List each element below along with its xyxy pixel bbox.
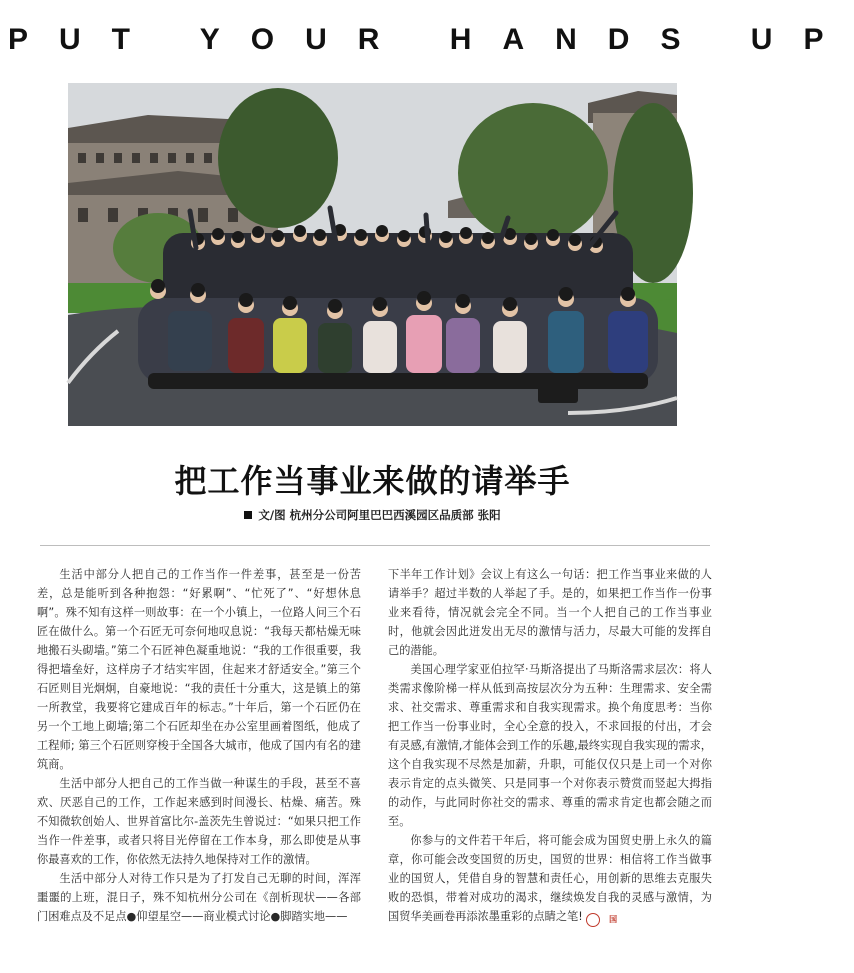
- article-title: 把工作当事业来做的请举手: [174, 462, 571, 500]
- paragraph: 生活中部分人把自己的工作当做一种谋生的手段，甚至不喜欢、厌恶自己的工作，工作起来感到时间漫长、枯燥、痛苦。殊不知微软创始人、世界首富比尔-盖茨先生曾说过：“如果只把工作当作一件差事，或者只将目光停留在工作本身，那么即使是从事你最喜欢的工作，你依然无法持久地保持对工作的激情。: [37, 777, 361, 866]
- paragraph: 美国心理学家亚伯拉罕·马斯洛提出了马斯洛需求层次：将人类需求像阶梯一样从低到高按层次分为五种：生理需求、安全需求、社交需求、尊重需求和自我实现需求。换个角度思考：当你把工作当一份事业时，全心全意的投入，不求回报的付出，才会有灵感,有激情,才能体会到工作的乐趣,最终实现自我实现的需求，这个自我实现不尽然是加薪，升职，可能仅仅只是上司一个对你表示肯定的点头微笑、只是同事一个对你表示赞赏而竖起大拇指的动作，与此同时你社交的需求、尊重的需求肯定也都会随之而至。: [388, 663, 712, 828]
- paragraph-text: 你参与的文件若干年后，将可能会成为国贸史册上永久的篇章，你可能会改变国贸的历史，国贸的世界：相信将工作当做事业的国贸人，凭借自身的智慧和责任心，用创新的思维去克服失败的恐惧，带着对成功的渴求，继续焕发自我的灵感与激情，为国贸华美画卷再添浓墨重彩的点睛之笔!: [388, 834, 712, 923]
- byline-text: 文/图 杭州分公司阿里巴巴西溪园区品质部 张阳: [258, 508, 501, 522]
- paragraph: 下半年工作计划》会议上有这么一句话：把工作当事业来做的人请举手？超过半数的人举起了手。是的，如果把工作当作一份事业来看待，情况就会完全不同。当一个人把自己的工作当事业时，他就会因此迸发出无尽的激情与活力，尽最大可能的发挥自己的潜能。: [388, 568, 712, 657]
- group-photo: [68, 83, 677, 426]
- article-byline: [0, 507, 745, 523]
- paragraph: 生活中部分人把自己的工作当作一件差事，甚至是一份苦差，总是能听到各种抱怨：“好累啊”、“忙死了”、“好想休息啊”。殊不知有这样一则故事：在一个小镇上，一位路人问三个石匠在做什么。第一个石匠无可奈何地叹息说：“我每天都枯燥无味地搬石头砌墙。”第二个石匠神色凝重地说：“我的工作很重要，我得把墙垒好，这样房子才结实牢固，住起来才舒适安全。”第三个石匠则目光炯炯，自豪地说：“我的责任十分重大，这是镇上的第一所教堂，我要将它建成百年的标志。”十年后，第一个石匠仍在另一个工地上砌墙;第二个石匠却坐在办公室里画着图纸，他成了工程师; 第三个石匠则穿梭于全国各大城市，他成了国内有名的建筑商。: [37, 568, 361, 771]
- section-banner: PUT YOUR HANDS UP: [8, 23, 854, 56]
- paragraph: [388, 831, 712, 927]
- byline-square-icon: [244, 511, 252, 519]
- end-mark-icon: 国: [586, 913, 600, 927]
- column-left: [37, 565, 361, 926]
- column-right: [388, 565, 712, 927]
- paragraph: 生活中部分人对待工作只是为了打发自己无聊的时间，浑浑噩噩的上班，混日子，殊不知杭州分公司在《剖析现状——各部门困难点及不足点●仰望星空——商业模式讨论●脚踏实地——: [37, 872, 361, 923]
- divider: [40, 545, 710, 546]
